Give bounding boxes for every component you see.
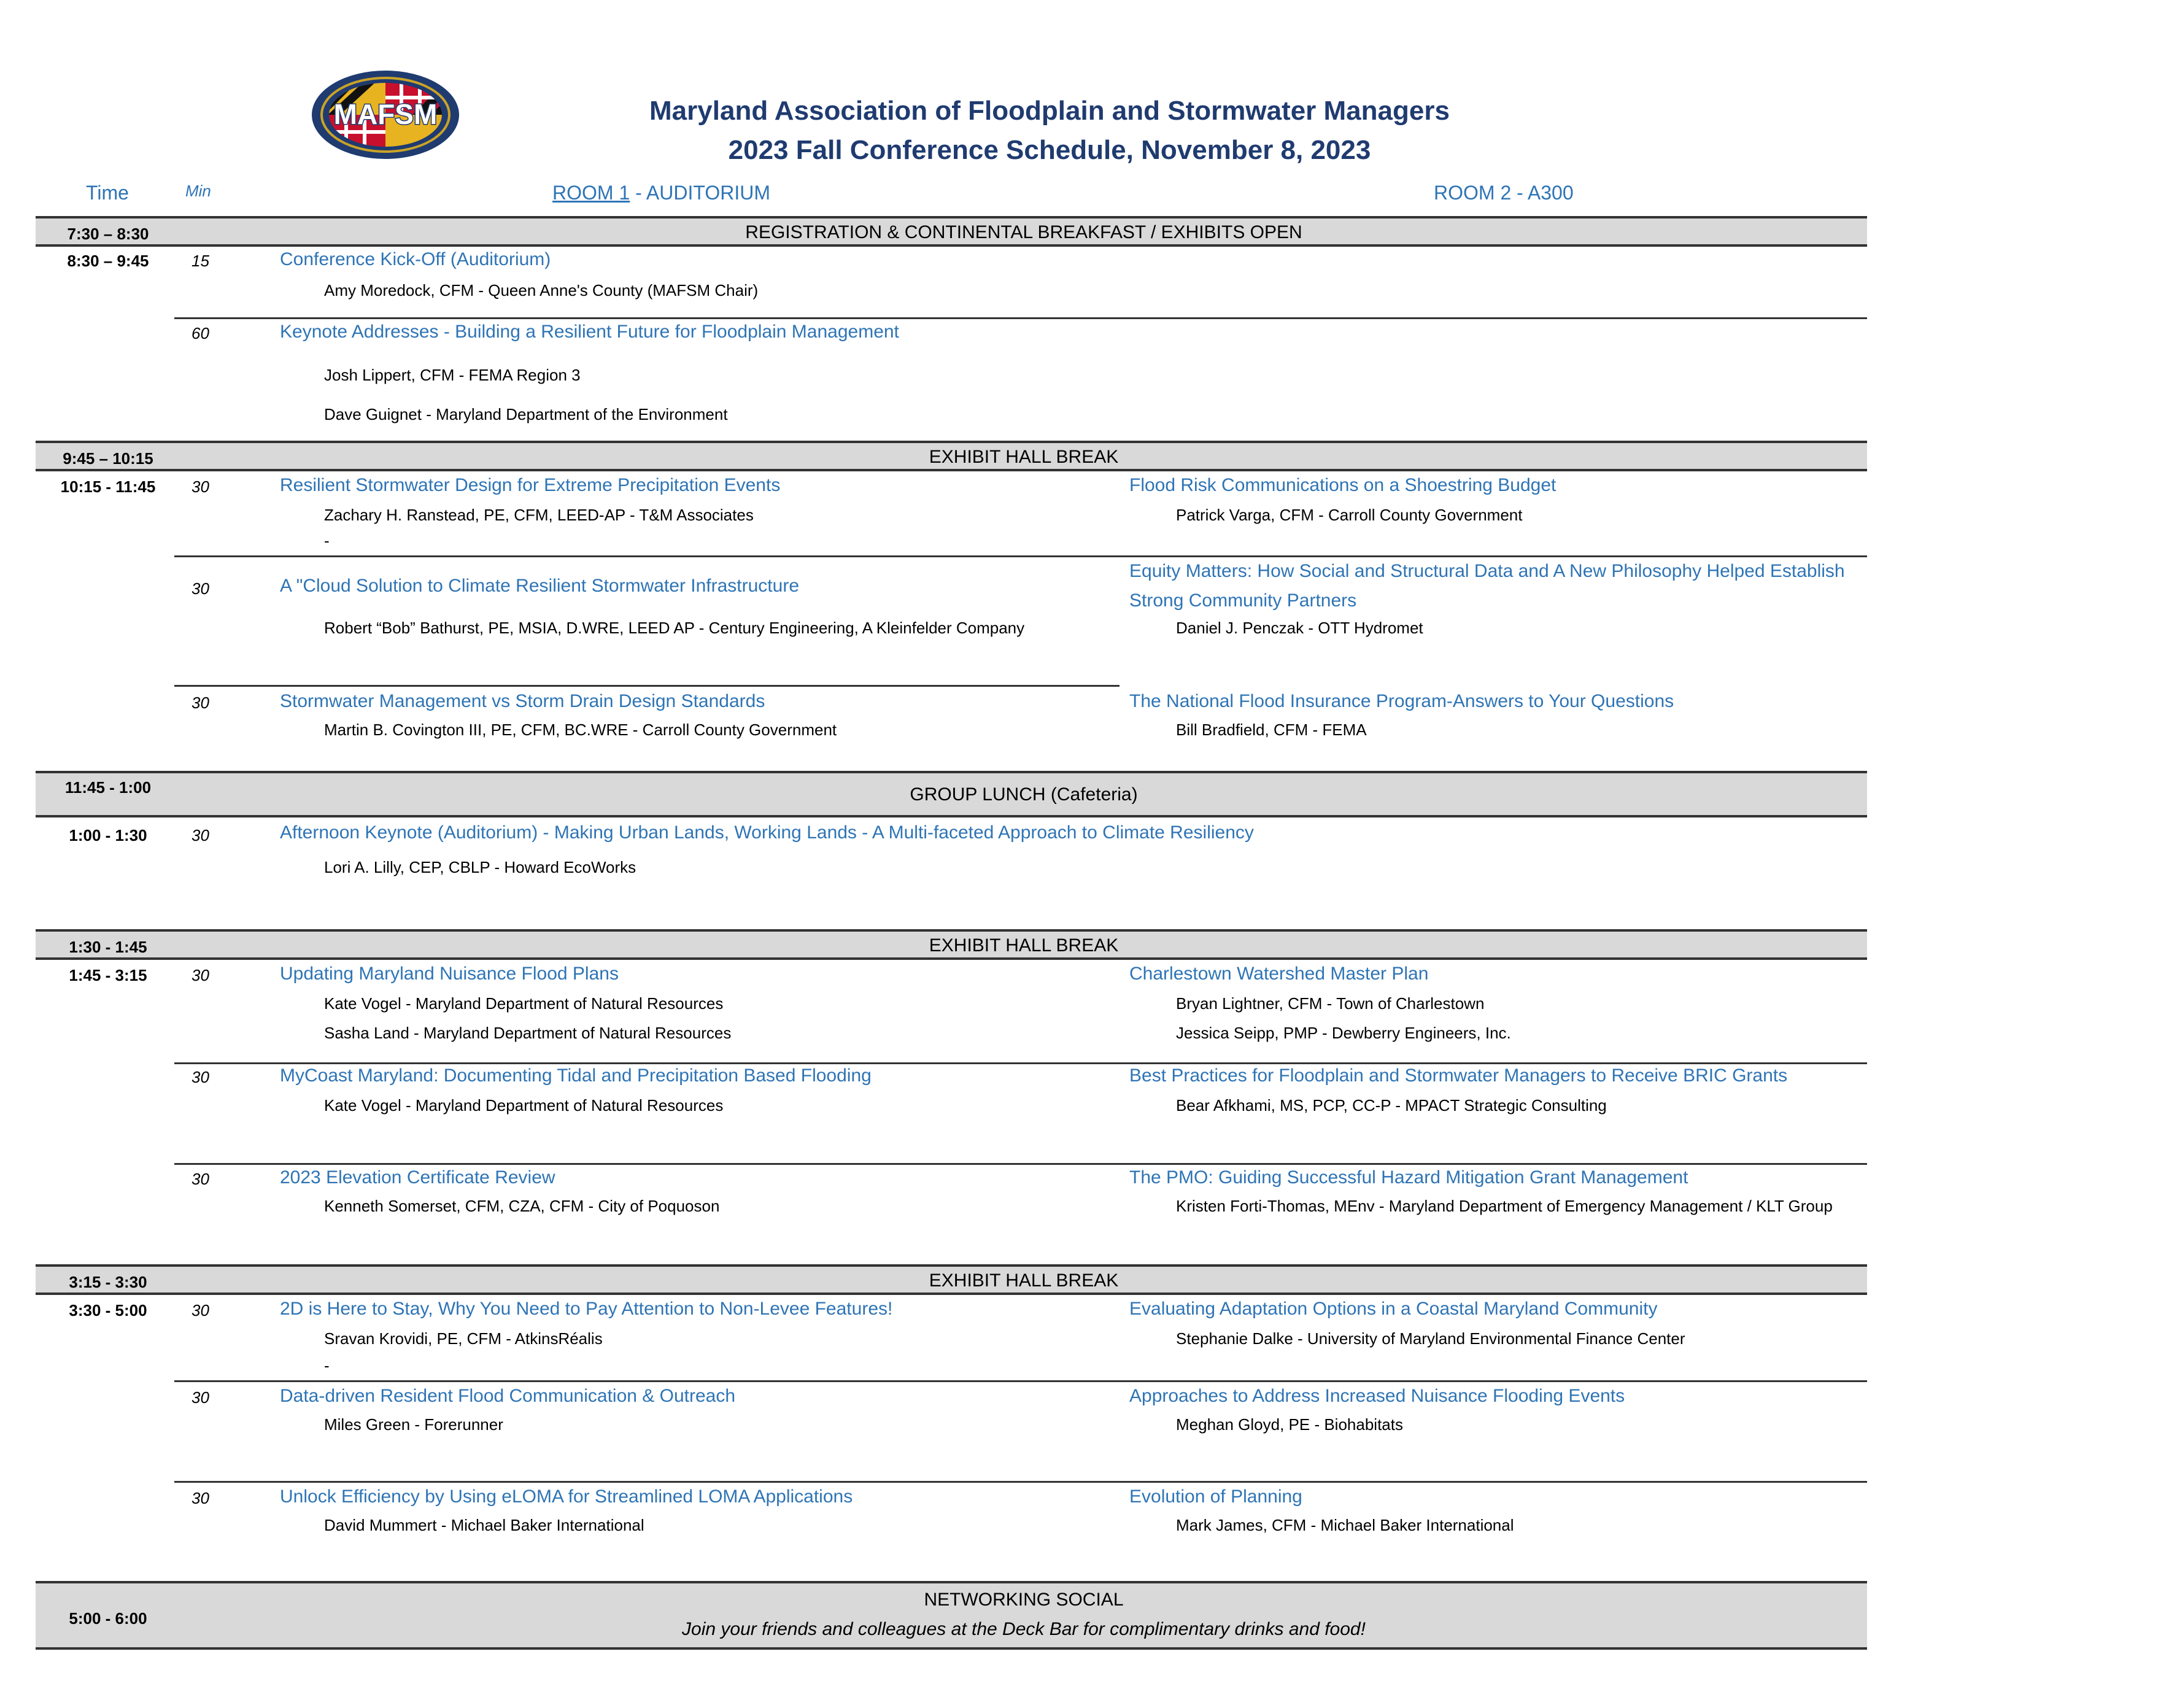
divider — [174, 1163, 1867, 1165]
block-time: 10:15 - 11:45 — [60, 477, 156, 496]
exhibit-break-band — [36, 1264, 1867, 1295]
session-speaker: Patrick Varga, CFM - Carroll County Government — [1176, 506, 1523, 524]
band-subtext: Join your friends and colleagues at the Deck Bar for complimentary drinks and food! — [682, 1619, 1366, 1639]
session-speaker: Stephanie Dalke - University of Maryland Environmental Finance Center — [1176, 1329, 1685, 1348]
block-time: 3:30 - 5:00 — [69, 1301, 147, 1320]
session-min: 30 — [191, 1489, 209, 1507]
svg-text:MAFSM: MAFSM — [333, 98, 438, 130]
session-speaker: Sasha Land - Maryland Department of Natural Resources — [324, 1024, 732, 1042]
session-title: Updating Maryland Nuisance Flood Plans — [280, 964, 619, 984]
session-min: 30 — [191, 826, 209, 844]
session-min: 30 — [191, 1170, 209, 1188]
band-time: 1:30 - 1:45 — [69, 938, 147, 956]
band-time: 3:15 - 3:30 — [69, 1273, 147, 1291]
session-title: Resilient Stormwater Design for Extreme Precipitation Events — [280, 475, 781, 495]
session-speaker: Martin B. Covington III, PE, CFM, BC.WRE - Carroll County Government — [324, 721, 837, 739]
session-min: 30 — [191, 694, 209, 712]
block-time: 8:30 – 9:45 — [67, 252, 149, 270]
session-min: 60 — [191, 324, 209, 342]
session-title: 2023 Elevation Certificate Review — [280, 1167, 555, 1188]
band-time: 7:30 – 8:30 — [67, 225, 149, 243]
session-min: 30 — [191, 477, 209, 496]
room1-link[interactable]: ROOM 1 — [552, 182, 630, 204]
band-text: EXHIBIT HALL BREAK — [929, 935, 1119, 956]
session-title-continued: Strong Community Partners — [1129, 590, 1357, 611]
column-header-min: Min — [185, 182, 211, 200]
session-title: The PMO: Guiding Successful Hazard Mitigation Grant Management — [1129, 1167, 1688, 1188]
column-header-room2: ROOM 2 - A300 — [1434, 182, 1574, 204]
session-speaker: Jessica Seipp, PMP - Dewberry Engineers, Inc. — [1176, 1024, 1511, 1042]
session-title: Flood Risk Communications on a Shoestring Budget — [1129, 475, 1557, 495]
session-title: Data-driven Resident Flood Communication & Outreach — [280, 1386, 736, 1406]
session-speaker: Zachary H. Ranstead, PE, CFM, LEED-AP - T&M Associates — [324, 506, 754, 524]
divider — [174, 1380, 1867, 1382]
session-speaker: Josh Lippert, CFM - FEMA Region 3 — [324, 366, 581, 384]
session-speaker: Kristen Forti-Thomas, MEnv - Maryland Department of Emergency Management / KLT Group — [1176, 1197, 1833, 1215]
session-title: Evolution of Planning — [1129, 1486, 1302, 1507]
band-text: GROUP LUNCH (Cafeteria) — [910, 784, 1138, 805]
band-time: 9:45 – 10:15 — [63, 449, 153, 468]
band-text: EXHIBIT HALL BREAK — [929, 447, 1119, 467]
session-title: 2D is Here to Stay, Why You Need to Pay Attention to Non-Levee Features! — [280, 1299, 893, 1319]
session-title: The National Flood Insurance Program-Answers to Your Questions — [1129, 691, 1674, 711]
session-min: 30 — [191, 1301, 209, 1320]
session-speaker: Amy Moredock, CFM - Queen Anne's County (MAFSM Chair) — [324, 281, 759, 299]
session-speaker: Sravan Krovidi, PE, CFM - AtkinsRéalis — [324, 1329, 603, 1348]
band-text: REGISTRATION & CONTINENTAL BREAKFAST / EXHIBITS OPEN — [745, 222, 1302, 242]
page-title: Maryland Association of Floodplain and Stormwater Managers — [649, 96, 1450, 126]
session-min: 30 — [191, 1068, 209, 1086]
column-header-room1: ROOM 1 - AUDITORIUM — [552, 182, 770, 204]
session-speaker: Meghan Gloyd, PE - Biohabitats — [1176, 1415, 1403, 1434]
session-speaker: Kate Vogel - Maryland Department of Natural Resources — [324, 1096, 724, 1115]
mafsm-logo — [309, 69, 462, 161]
divider — [174, 317, 1867, 319]
session-title: Evaluating Adaptation Options in a Coastal Maryland Community — [1129, 1299, 1658, 1319]
divider — [174, 555, 1867, 557]
band-time: 11:45 - 1:00 — [64, 778, 152, 797]
session-speaker: Daniel J. Penczak - OTT Hydromet — [1176, 619, 1423, 637]
column-header-time: Time — [86, 182, 129, 204]
placeholder-dash: - — [324, 531, 330, 550]
session-min: 30 — [191, 966, 209, 984]
band-time: 5:00 - 6:00 — [69, 1609, 147, 1628]
lunch-band — [36, 771, 1867, 817]
session-speaker: Mark James, CFM - Michael Baker International — [1176, 1516, 1514, 1534]
session-title: Equity Matters: How Social and Structural Data and A New Philosophy Helped Establish — [1129, 561, 1845, 581]
session-title: Keynote Addresses - Building a Resilient Future for Floodplain Management — [280, 322, 899, 342]
block-time: 1:45 - 3:15 — [69, 966, 147, 984]
divider — [174, 685, 1120, 687]
session-speaker: Bear Afkhami, MS, PCP, CC-P - MPACT Strategic Consulting — [1176, 1096, 1607, 1115]
session-title: Afternoon Keynote (Auditorium) - Making Urban Lands, Working Lands - A Multi-faceted Approach to Climate Resiliency — [280, 822, 1254, 843]
session-speaker: Dave Guignet - Maryland Department of the Environment — [324, 405, 728, 423]
band-text: NETWORKING SOCIAL — [924, 1590, 1124, 1610]
session-title: Charlestown Watershed Master Plan — [1129, 964, 1429, 984]
session-speaker: Robert “Bob” Bathurst, PE, MSIA, D.WRE, LEED AP - Century Engineering, A Kleinfelder Company — [324, 619, 1025, 637]
session-speaker: David Mummert - Michael Baker International — [324, 1516, 644, 1534]
exhibit-break-band — [36, 441, 1867, 471]
session-speaker: Bill Bradfield, CFM - FEMA — [1176, 721, 1367, 739]
networking-social-band — [36, 1581, 1867, 1650]
session-min: 30 — [191, 579, 209, 598]
session-title: Unlock Efficiency by Using eLOMA for Streamlined LOMA Applications — [280, 1486, 853, 1507]
session-speaker: Kate Vogel - Maryland Department of Natural Resources — [324, 994, 724, 1013]
band-text: EXHIBIT HALL BREAK — [929, 1270, 1119, 1291]
session-title: Stormwater Management vs Storm Drain Design Standards — [280, 691, 765, 711]
session-min: 15 — [191, 252, 209, 270]
session-speaker: Lori A. Lilly, CEP, CBLP - Howard EcoWorks — [324, 858, 636, 876]
divider — [174, 1062, 1867, 1064]
session-speaker: Miles Green - Forerunner — [324, 1415, 503, 1434]
session-speaker: Bryan Lightner, CFM - Town of Charlestown — [1176, 994, 1485, 1013]
session-title: Conference Kick-Off (Auditorium) — [280, 249, 551, 269]
exhibit-break-band — [36, 929, 1867, 960]
registration-band — [36, 216, 1867, 247]
block-time: 1:00 - 1:30 — [69, 826, 147, 844]
session-min: 30 — [191, 1388, 209, 1407]
divider — [174, 1481, 1867, 1483]
session-title: Approaches to Address Increased Nuisance Flooding Events — [1129, 1386, 1625, 1406]
session-title: MyCoast Maryland: Documenting Tidal and Precipitation Based Flooding — [280, 1065, 872, 1086]
session-title: A "Cloud Solution to Climate Resilient Stormwater Infrastructure — [280, 576, 800, 596]
placeholder-dash: - — [324, 1356, 330, 1375]
session-title: Best Practices for Floodplain and Stormwater Managers to Receive BRIC Grants — [1129, 1065, 1788, 1086]
page-subtitle: 2023 Fall Conference Schedule, November 8, 2023 — [728, 135, 1371, 165]
session-speaker: Kenneth Somerset, CFM, CZA, CFM - City of Poquoson — [324, 1197, 720, 1215]
